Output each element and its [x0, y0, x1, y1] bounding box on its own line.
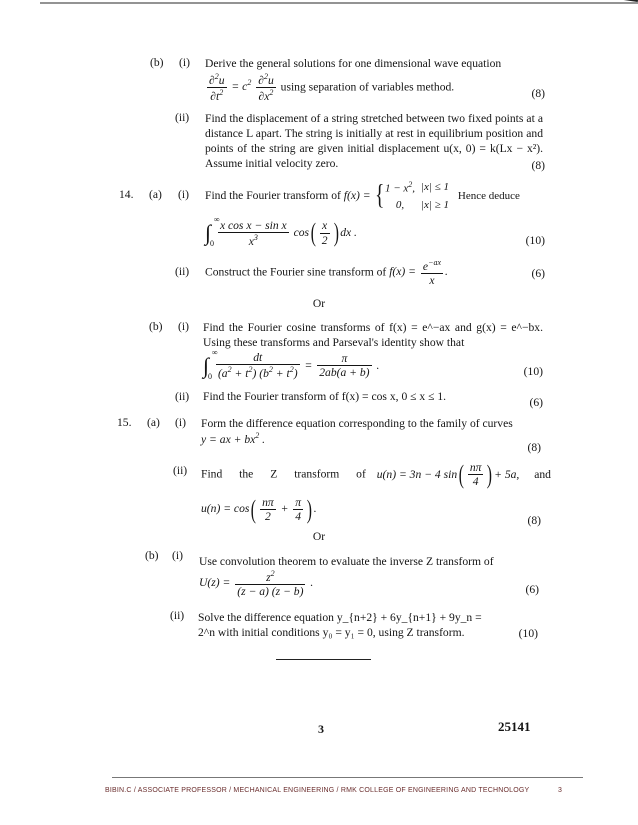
question-paragraph: Solve the difference equation y_{n+2} + 6y_{n+1} + 9y_n = 2^n with initial conditions y₀ = y₁ = 0, using Z transform.: [198, 611, 482, 640]
marks: (10): [523, 365, 543, 378]
marks: (6): [529, 396, 543, 409]
part-label: (b): [149, 320, 163, 333]
marks: (10): [525, 234, 545, 247]
part-label: (a): [147, 416, 160, 429]
z-transform-line: [201, 458, 551, 492]
question-line: Form the difference equation corresponding to the family of curves: [201, 417, 513, 430]
wave-equation-formula: $\frac{\partial^2u}{\partial t^2}$ = $c^2$ $\frac{\partial^2u}{\partial x^2}$: [209, 72, 274, 104]
parseval-formula: ∫ ∞ 0 $\frac{dt}{(a^2 + t^2) (b^2 + t^2)}$ = $\frac{\pi}{2ab(a + b)}$ .: [203, 347, 380, 381]
page-number: 3: [318, 722, 324, 736]
question-line: Derive the general solutions for one dimensional wave equation: [205, 57, 502, 70]
wave-equation-line: [205, 72, 545, 103]
cos-sequence-line: [201, 493, 541, 527]
question-line: Find the Fourier transform of: [205, 188, 341, 202]
or-separator: Or: [312, 297, 326, 310]
question-line: Construct the Fourier sine transform of: [205, 265, 387, 279]
question-line: Use convolution theorem to evaluate the inverse Z transform of: [199, 555, 494, 568]
marks: (8): [527, 441, 541, 454]
subpart-label: (ii): [175, 265, 190, 278]
question-number: 15.: [117, 416, 132, 429]
paper-code: 25141: [498, 719, 531, 734]
question-text: [203, 389, 543, 409]
sequence-formula: u(n) = 3n − 4 sin( $\frac{n\pi}{4}$ ) + 5a,: [376, 460, 520, 489]
question-text: [205, 258, 545, 288]
piecewise-function: f(x) = { $1 - x^2$, |x| ≤ 1 0, |x| ≥ 1: [343, 179, 449, 211]
marks: (6): [531, 267, 545, 280]
question-line-tail: Hence deduce: [457, 189, 520, 202]
question-paragraph: Find the displacement of a string stretched between two fixed points at a distance L apart. The string is initially at rest in equilibrium position and points of the string are given initial displacement u(x, 0) = k(Lx − x²). Assume initial velocity zero.: [205, 112, 543, 171]
subpart-label: (ii): [170, 609, 185, 622]
marks: (8): [531, 159, 545, 172]
marks: (8): [527, 514, 541, 527]
subpart-label: (ii): [175, 390, 190, 403]
function-formula: f(x) = $\frac{e^{-ax}}{x}$ .: [389, 258, 448, 288]
marks: (8): [531, 87, 545, 100]
end-rule: [276, 659, 371, 660]
inverse-z-line: [199, 569, 539, 599]
subpart-label: (ii): [175, 111, 190, 124]
question-text: [201, 416, 541, 454]
question-text: [205, 178, 545, 250]
subpart-label: (i): [178, 320, 189, 333]
question-15a: [0, 412, 638, 527]
question-14b: [0, 318, 638, 413]
part-label: (a): [149, 188, 162, 201]
fourier-transform-line: [205, 178, 545, 214]
question-line: Find the Z transform of: [201, 467, 366, 481]
question-number: 14.: [119, 188, 134, 201]
conjunction: and: [534, 467, 551, 481]
question-text-tail: using separation of variables method.: [280, 80, 455, 94]
question-text: [201, 458, 551, 527]
subpart-label: (i): [178, 188, 189, 201]
question-text: [199, 554, 539, 599]
footer-page-number: 3: [558, 787, 562, 794]
integral-formula: ∫ ∞ 0 $\frac{\text{x cos x − sin x}}{x^3}$ cos( $\frac{x}{2}$ ) dx .: [205, 215, 357, 249]
or-separator: Or: [312, 530, 326, 543]
cos-sequence-formula: u(n) = cos( $\frac{n\pi}{2}$ + $\frac{\pi}{4}$ ) .: [201, 494, 317, 524]
subpart-label: (i): [175, 416, 186, 429]
subpart-label: (ii): [173, 464, 188, 477]
question-line: Find the Fourier transform of f(x) = cos x, 0 ≤ x ≤ 1.: [203, 390, 447, 403]
question-13b: [0, 0, 638, 180]
question-14a: [0, 180, 638, 290]
footer-credit: BIBIN.C / ASSOCIATE PROFESSOR / MECHANICAL ENGINEERING / RMK COLLEGE OF ENGINEERING AND TECHNOLOGY: [105, 787, 530, 794]
subpart-label: (i): [179, 56, 190, 69]
question-text: [205, 111, 545, 171]
question-paragraph: Find the Fourier cosine transforms of f(x) = e^−ax and g(x) = e^−bx. Using these transforms and Parseval's identity show that: [203, 321, 543, 350]
inverse-z-formula: U(z) = $\frac{z^2}{(z - a) (z - b)}$ .: [199, 569, 314, 599]
question-text: [198, 610, 538, 640]
question-text: [203, 320, 543, 381]
curve-family-formula: y = ax + $bx^2$ .: [201, 431, 266, 446]
parseval-line: [203, 347, 543, 381]
part-label: (b): [145, 549, 159, 562]
question-15b: [0, 548, 638, 658]
marks: (6): [525, 583, 539, 596]
integral-line: [205, 216, 545, 250]
subpart-label: (i): [172, 549, 183, 562]
marks: (10): [518, 627, 538, 640]
part-label: (b): [150, 56, 164, 69]
footer-divider: [112, 777, 583, 778]
question-text: [205, 56, 545, 103]
